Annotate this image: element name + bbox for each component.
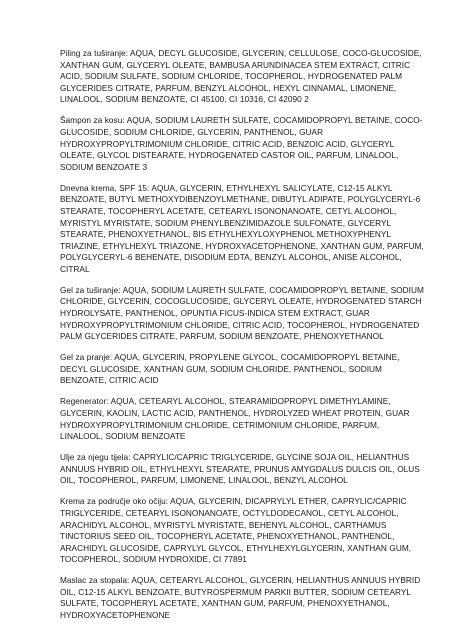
ingredient-paragraph-body-oil: Ulje za njegu tijela: CAPRYLIC/CAPRIC TRIGLYCERIDE, GLYCINE SOJA OIL, HELIANTHUS ANNUUS HYBRID OIL, ETHYLHEXYL STEARATE, PRUNUS AMYGDALUS DULCIS OIL, OLUS OIL, TOCOPHEROL, PARFUM, LIMONENE, LINALOOL, BENZYL ALCOHOL: [60, 452, 420, 486]
ingredient-paragraph-face-wash: Gel za pranje: AQUA, GLYCERIN, PROPYLENE GLYCOL, COCAMIDOPROPYL BETAINE, DECYL GLUCOSIDE, XANTHAN GUM, SODIUM CHLORIDE, PANTHENOL, SODIUM BENZOATE, CITRIC ACID: [60, 352, 400, 386]
ingredient-paragraph-eye-cream: Krema za područje oko očiju: AQUA, GLYCERIN, DICAPRYLYL ETHER, CAPRYLIC/CAPRIC TRIGLYCERIDE, CETEARYL ISONONANOATE, OCTYLDODECANOL, CETYL ALCOHOL, ARACHIDYL ALCOHOL, MYRISTYL MYRISTATE, BEHENYL ALCOHOL, CARTHAMUS TINCTORIUS SEED OIL, TOCOPHERYL ACETATE, PHENOXYETHANOL, PANTHENOL, ARACHIDYL GLUCOSIDE, CAPRYLYL GLYCOL, ETHYLHEXYLGLYCERIN, XANTHAN GUM, TOCOPHEROL, SODIUM HYDROXIDE, CI 77891: [60, 496, 412, 565]
ingredient-paragraph-shampoo: Šampon za kosu: AQUA, SODIUM LAURETH SULFATE, COCAMIDOPROPYL BETAINE, COCO-GLUCOSIDE, SODIUM CHLORIDE, GLYCERIN, PANTHENOL, GUAR HYDROXYPROPYLTRIMONIUM CHLORIDE, CITRIC ACID, BENZOIC ACID, GLYCERYL OLEATE, GLYCOL DISTEARATE, HYDROGENATED CASTOR OIL, PARFUM, LINALOOL, SODIUM BENZOATE 3: [60, 115, 423, 172]
ingredient-paragraph-shower-scrub: Piling za tuširanje: AQUA, DECYL GLUCOSIDE, GLYCERIN, CELLULOSE, COCO-GLUCOSIDE, XANTHAN GUM, GLYCERYL OLEATE, BAMBUSA ARUNDINACEA STEM EXTRACT, CITRIC ACID, SODIUM SULFATE, SODIUM CHLORIDE, TOCOPHEROL, HYDROGENATED PALM GLYCERIDES CITRATE, PARFUM, BENZYL ALCOHOL, HEXYL CINNAMAL, LIMONENE, LINALOOL, SODIUM BENZOATE, CI 45100, CI 10316, CI 42090 2: [60, 48, 422, 105]
ingredient-paragraph-foot-butter: Maslac za stopala: AQUA, CETEARYL ALCOHOL, GLYCERIN, HELIANTHUS ANNUUS HYBRID OIL, C12-15 ALKYL BENZOATE, BUTYROSPERMUM PARKII BUTTER, SODIUM CETEARYL SULFATE, TOCOPHERYL ACETATE, XANTHAN GUM, PARFUM, PHENOXYETHANOL, HYDROXYACETOPHENONE: [60, 575, 421, 621]
ingredient-paragraph-day-cream: Dnevna krema, SPF 15: AQUA, GLYCERIN, ETHYLHEXYL SALICYLATE, C12-15 ALKYL BENZOATE, BUTYL METHOXYDIBENZOYLMETHANE, DIBUTYL ADIPATE, POLYGLYCERYL-6 STEARATE, TOCOPHERYL ACETATE, CETEARYL ISONONANOATE, CETYL ALCOHOL, MYRISTYL MYRISTATE, SODIUM PHENYLBENZIMIDAZOLE SULFONATE, GLYCERYL STEARATE, PHENOXYETHANOL, BIS ETHYLHEXYLOXYPHENOL METHOXYPHENYL TRIAZINE, ETHYLHEXYL TRIAZONE, HYDROXYACETOPHENONE, XANTHAN GUM, PARFUM, POLYGLYCERYL-6 BEHENATE, DISODIUM EDTA, BENZYL ALCOHOL, ANISE ALCOHOL, CITRAL: [60, 182, 424, 274]
ingredient-paragraph-conditioner: Regenerator: AQUA, CETEARYL ALCOHOL, STEARAMIDOPROPYL DIMETHYLAMINE, GLYCERIN, KAOLIN, LACTIC ACID, PANTHENOL, HYDROLYZED WHEAT PROTEIN, GUAR HYDROXYPROPYLTRIMONIUM CHLORIDE, CETRIMONIUM CHLORIDE, PARFUM, LINALOOL, SODIUM BENZOATE: [60, 396, 410, 442]
ingredient-paragraph-shower-gel: Gel za tuširanje: AQUA, SODIUM LAURETH SULFATE, COCAMIDOPROPYL BETAINE, SODIUM CHLORIDE, GLYCERIN, COCOGLUCOSIDE, GLYCERYL OLEATE, HYDROGENATED STARCH HYDROLYSATE, PANTHENOL, OPUNTIA FICUS-INDICA STEM EXTRACT, GUAR HYDROXYPROPYLTRIMONIUM CHLORIDE, CITRIC ACID, TOCOPHEROL, HYDROGENATED PALM GLYCERIDES CITRATE, PARFUM, SODIUM BENZOATE, PHENOXYETHANOL: [60, 284, 424, 342]
